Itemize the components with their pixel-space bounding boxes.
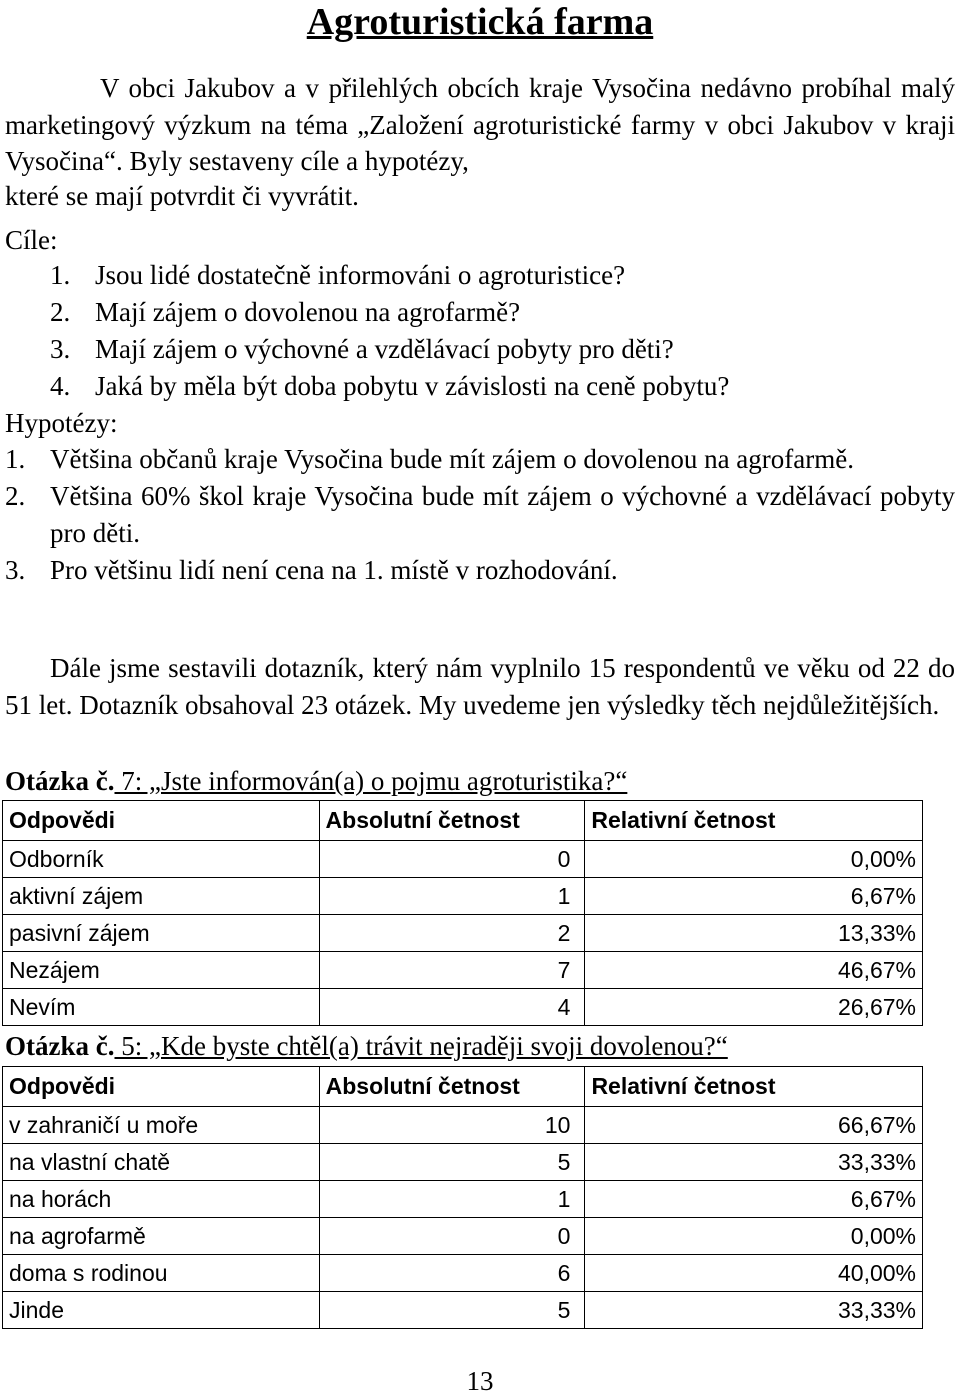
table-cell: 6 (319, 1255, 585, 1292)
list-text: 1. (50, 260, 71, 290)
table-row (3, 915, 923, 952)
table-row (3, 1255, 923, 1292)
table-row (3, 952, 923, 989)
goal-item (5, 368, 955, 405)
table-cell: 6,67% (585, 1181, 923, 1218)
table-cell: Jinde (3, 1292, 320, 1329)
survey-paragraph: Dále jsme sestavili dotazník, který nám vyplnilo 15 respondentů ve věku od 22 do 51 let. Dotazník obsahoval 23 otázek. My uvedeme jen výsledky těch nejdůležitějších. (5, 653, 955, 720)
table-cell: 46,67% (585, 952, 923, 989)
header-answers: Odpovědi (3, 1067, 320, 1107)
table-cell: 0,00% (585, 841, 923, 878)
question-5-heading (5, 1029, 728, 1063)
list-text: 3. (5, 555, 26, 585)
question-5-table (2, 1066, 923, 1329)
table-cell: na vlastní chatě (3, 1144, 320, 1181)
table-cell: 0 (319, 841, 585, 878)
list-text: Mají zájem o dovolenou na agrofarmě? (95, 297, 521, 327)
question-text: 7: „Jste informován(a) o pojmu agroturistika?“ (114, 766, 628, 796)
header-absolute: Absolutní četnost (319, 801, 585, 841)
list-text: 3. (50, 334, 71, 364)
table-row (3, 1144, 923, 1181)
table-cell: na agrofarmě (3, 1218, 320, 1255)
page-title: Agroturistická farma (306, 1, 654, 43)
goal-item (5, 294, 955, 331)
table-cell: Odborník (3, 841, 320, 878)
list-text: Mají zájem o výchovné a vzdělávací pobyty pro děti? (95, 334, 674, 364)
table-cell: 0,00% (585, 1218, 923, 1255)
header-relative: Relativní četnost (585, 1067, 923, 1107)
table-cell: 2 (319, 915, 585, 952)
table-cell: 5 (319, 1292, 585, 1329)
table-cell: Nezájem (3, 952, 320, 989)
header-absolute: Absolutní četnost (319, 1067, 585, 1107)
table-cell: 10 (319, 1107, 585, 1144)
table-cell: Nevím (3, 989, 320, 1026)
table-row (3, 1292, 923, 1329)
table-cell: 13,33% (585, 915, 923, 952)
question-text: 5: „Kde byste chtěl(a) trávit nejraději svoji dovolenou?“ (114, 1031, 728, 1061)
list-text: Jaká by měla být doba pobytu v závislosti na ceně pobytu? (95, 371, 730, 401)
table-cell: 66,67% (585, 1107, 923, 1144)
goals-heading: Cíle: (5, 225, 58, 255)
table-row (3, 1181, 923, 1218)
list-text: 4. (50, 371, 71, 401)
table-header-row (3, 801, 923, 841)
table-row (3, 1107, 923, 1144)
table-cell: 26,67% (585, 989, 923, 1026)
page-number: 13 (466, 1366, 494, 1396)
table-row (3, 989, 923, 1026)
list-text: Většina 60% škol kraje Vysočina bude mít zájem o výchovné a vzdělávací pobyty pro děti. (50, 481, 955, 548)
table-cell: pasivní zájem (3, 915, 320, 952)
table-cell: doma s rodinou (3, 1255, 320, 1292)
goal-item (5, 331, 955, 368)
table-row (3, 1218, 923, 1255)
list-text: 1. (5, 444, 26, 474)
table-cell: 33,33% (585, 1292, 923, 1329)
table-row (3, 878, 923, 915)
question-label: Otázka č. (5, 766, 115, 796)
table-cell: na horách (3, 1181, 320, 1218)
table-cell: 1 (319, 878, 585, 915)
header-relative: Relativní četnost (585, 801, 923, 841)
table-cell: 33,33% (585, 1144, 923, 1181)
table-cell: 4 (319, 989, 585, 1026)
hypothesis-item (5, 478, 955, 552)
list-text: Pro většinu lidí není cena na 1. místě v rozhodování. (50, 555, 618, 585)
goal-item (5, 257, 955, 294)
intro-paragraph: V obci Jakubov a v přilehlých obcích kraje Vysočina nedávno probíhal malý marketingový výzkum na téma „Založení agroturistické farmy v obci Jakubov v kraji Vysočina“. Byly sestaveny cíle a hypotézy, (5, 73, 955, 176)
list-text: 2. (5, 481, 26, 511)
hypotheses-list (5, 441, 955, 589)
table-cell: 5 (319, 1144, 585, 1181)
table-cell: 0 (319, 1218, 585, 1255)
list-text: Jsou lidé dostatečně informováni o agroturistice? (95, 260, 626, 290)
table-row (3, 841, 923, 878)
intro-paragraph-end: které se mají potvrdit či vyvrátit. (5, 181, 359, 211)
list-text: 2. (50, 297, 71, 327)
table-cell: 6,67% (585, 878, 923, 915)
table-header-row (3, 1067, 923, 1107)
table-cell: v zahraničí u moře (3, 1107, 320, 1144)
question-label: Otázka č. (5, 1031, 115, 1061)
table-cell: aktivní zájem (3, 878, 320, 915)
hypothesis-item (5, 441, 955, 478)
question-7-table (2, 800, 923, 1026)
hypotheses-heading: Hypotézy: (5, 408, 118, 438)
table-cell: 40,00% (585, 1255, 923, 1292)
goals-list (5, 257, 955, 405)
question-7-heading (5, 764, 627, 798)
list-text: Většina občanů kraje Vysočina bude mít zájem o dovolenou na agrofarmě. (50, 444, 854, 474)
header-answers: Odpovědi (3, 801, 320, 841)
table-cell: 1 (319, 1181, 585, 1218)
hypothesis-item (5, 552, 955, 589)
table-cell: 7 (319, 952, 585, 989)
